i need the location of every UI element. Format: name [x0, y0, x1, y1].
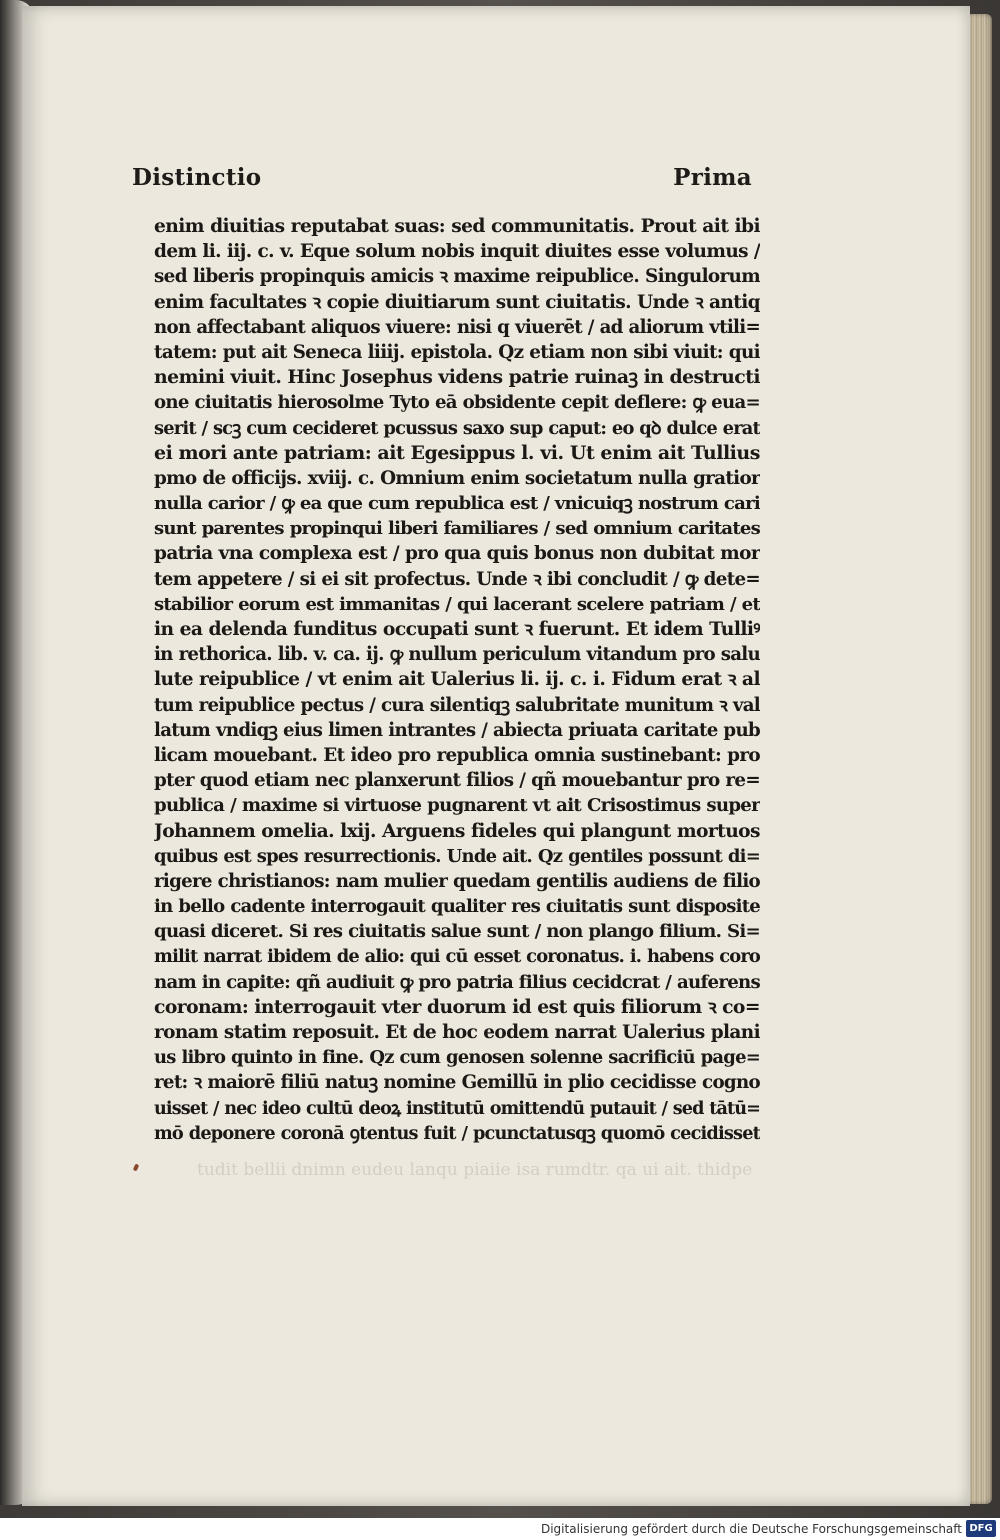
text-line: ronam statim reposuit. Et de hoc eodem narrat Ualerius plani — [154, 1022, 760, 1043]
text-line: pmo de officijs. xviij. c. Omnium enim societatum nulla gratior — [154, 467, 760, 489]
book-page — [22, 6, 970, 1506]
text-line: lute reipublice / vt enim ait Ualerius li. ij. c. i. Fidum erat ꝛ al — [154, 668, 760, 691]
running-head-right: Prima — [673, 164, 752, 191]
text-line: stabilior eorum est immanitas / qui lacerant scelere patriam / et — [154, 593, 760, 615]
text-line: patria vna complexa est / pro qua quis bonus non dubitat mor — [154, 543, 760, 565]
body-text — [154, 214, 760, 1146]
text-line: rigere christianos: nam mulier quedam gentilis audiens de filio — [154, 870, 760, 892]
text-line: non affectabant aliquos viuere: nisi q viuerēt / ad aliorum vtili= — [154, 316, 760, 338]
text-line: in rethorica. lib. v. ca. ij. ꝙ nullum periculum vitandum pro salu — [154, 644, 760, 666]
text-line: in bello cadente interrogauit qualiter res ciuitatis sunt disposite — [154, 896, 760, 918]
text-line: pter quod etiam nec planxerunt filios / qñ mouebantur pro re= — [154, 770, 760, 792]
text-line: dem li. iij. c. v. Eque solum nobis inquit diuites esse volumus / — [154, 241, 760, 263]
text-line: one ciuitatis hierosolme Tyto eā obsidente cepit deflere: ꝙ eua= — [154, 392, 760, 414]
text-line: sed liberis propinquis amicis ꝛ maxime reipublice. Singulorum — [154, 266, 760, 288]
text-line: milit narrat ibidem de alio: qui cū esset coronatus. i. habens coro — [154, 946, 760, 968]
text-line: in ea delenda funditus occupati sunt ꝛ fuerunt. Et idem Tulliꝰ — [154, 618, 760, 640]
text-line: uisset / nec ideo cultū deoꝝ institutū omittendū putauit / sed tātū= — [154, 1097, 760, 1119]
text-line: enim facultates ꝛ copie diuitiarum sunt ciuitatis. Unde ꝛ antiq — [154, 291, 760, 313]
text-line: nulla carior / ꝙ ea que cum republica est / vnicuiqꝫ nostrum cari — [154, 493, 760, 515]
text-line: licam mouebant. Et ideo pro republica omnia sustinebant: pro — [154, 744, 760, 766]
text-line: mō deponere coronā ꝯtentus fuit / pcunctatusqꝫ quomō cecidisset — [154, 1122, 760, 1144]
text-line: quasi diceret. Si res ciuitatis salue sunt / non plango filium. Si= — [154, 921, 760, 943]
text-line: tatem: put ait Seneca liiij. epistola. Qz etiam non sibi viuit: qui — [154, 341, 760, 363]
running-head-left: Distinctio — [132, 164, 262, 191]
text-line: publica / maxime si virtuose pugnarent vt ait Crisostimus super — [154, 795, 760, 817]
text-line: latum vndiqꝫ eius limen intrantes / abiecta priuata caritate pub — [154, 719, 760, 741]
ink-speck — [133, 1163, 140, 1171]
text-line: sunt parentes propinqui liberi familiares / sed omnium caritates — [154, 518, 760, 540]
running-head — [132, 164, 752, 204]
digitization-footer — [0, 1518, 1000, 1540]
footer-credit-text: Digitalisierung gefördert durch die Deutsche Forschungsgemeinschaft — [540, 1522, 962, 1536]
text-line: quibus est spes resurrectionis. Unde ait. Qz gentiles possunt di= — [154, 845, 760, 867]
text-line: tum reipublice pectus / cura silentiqꝫ salubritate munitum ꝛ val — [154, 694, 760, 716]
text-line: ei mori ante patriam: ait Egesippus l. vi. Ut enim ait Tullius — [154, 441, 760, 464]
text-line: enim diuitias reputabat suas: sed communitatis. Prout ait ibi — [154, 215, 760, 237]
bleed-through-text: tudit bellii dnimn eudeu lanqu piaiie isa rumdtr. qa ui ait. thidpe — [197, 1160, 753, 1180]
text-line: coronam: interrogauit vter duorum id est quis filiorum ꝛ co= — [154, 995, 760, 1018]
text-line: nam in capite: qñ audiuit ꝙ pro patria filius cecidcrat / auferens — [154, 971, 760, 993]
dfg-logo: DFG — [966, 1520, 996, 1537]
text-line: us libro quinto in fine. Qz cum genosen solenne sacrificiū page= — [154, 1047, 760, 1069]
text-line: serit / scꝫ cum cecideret pcussus saxo sup caput: eo qꝺ dulce erat — [154, 417, 760, 439]
text-line: ret: ꝛ maiorē filiū natuꝫ nomine Gemillū in plio cecidisse cogno — [154, 1072, 760, 1094]
text-line: tem appetere / si ei sit profectus. Unde ꝛ ibi concludit / ꝙ dete= — [154, 568, 760, 590]
text-line: Johannem omelia. lxij. Arguens fideles qui plangunt mortuos — [154, 819, 760, 842]
text-line: nemini viuit. Hinc Josephus videns patrie ruinaꝫ in destructi — [154, 366, 760, 389]
